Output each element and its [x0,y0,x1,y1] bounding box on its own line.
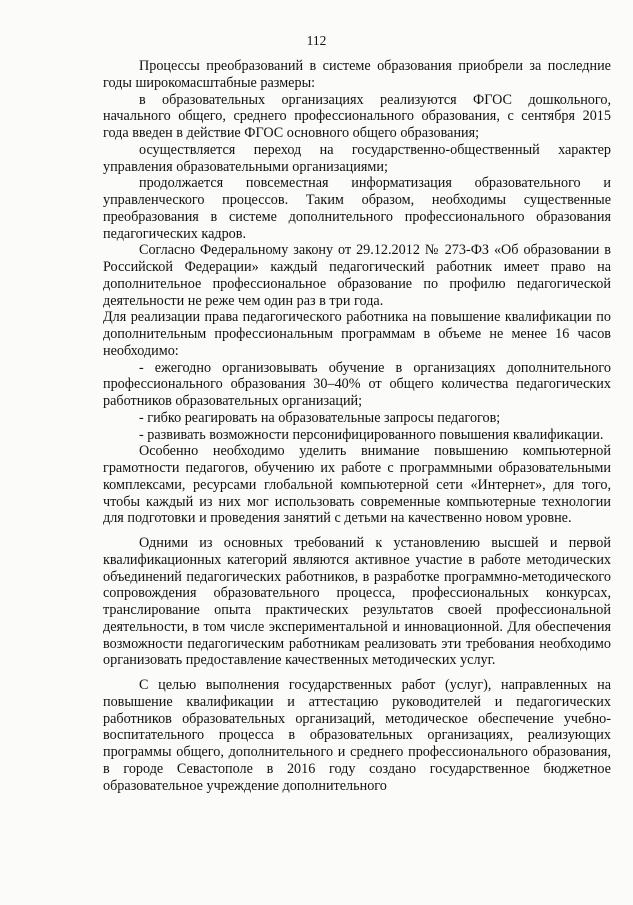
paragraph-computer-literacy: Особенно необходимо уделить внимание повышению компьютерной грамотности педагогов, обучению их работе с программными образовательными комплексами, ресурсами глобальной компьютерной сети «Интернет», для того, чтобы каждый из них мог использовать современные компьютерные технологии для подготовки и проведения занятий с детьми на качественно новом уровне. [103,443,611,527]
paragraph-qualification: Одними из основных требований к установлению высшей и первой квалификационных категорий являются активное участие в работе методических объединений педагогических работников, в разработке программно-методического сопровождения образовательного процесса, профессиональных конкурсах, транслирование опыта практических результатов своей профессиональной деятельности, в том числе экспериментальной и инновационной. Для обеспечения возможности педагогическим работникам реализовать эти требования необходимо организовать предоставление качественных методических услуг. [103,535,611,669]
page-number: 112 [306,33,327,48]
paragraph-gap [103,669,611,677]
paragraph-gap [103,527,611,535]
list-item-flexible-response: - гибко реагировать на образовательные запросы педагогов; [139,409,501,426]
paragraph-state-works: С целью выполнения государственных работ (услуг), направленных на повышение квалификации и аттестацию руководителей и педагогических работников образовательных организаций, методическое обеспечение учебно-воспитательного процесса в образовательных организациях, реализующих программы общего, дополнительного и среднего профессионального образования, в городе Севастополе в 2016 году создано государственное бюджетное образовательное учреждение дополнительного [103,677,611,794]
list-item-personalized: - развивать возможности персонифицированного повышения квалификации. [139,426,604,443]
paragraph-fgos: в образовательных организациях реализуются ФГОС дошкольного, начального общего, среднего профессионального образования, с сентября 2015 года введен в действие ФГОС основного общего образования; [103,91,611,141]
paragraph-federal-law: Согласно Федеральному закону от 29.12.2012 № 273-ФЗ «Об образовании в Российской Федерации» каждый педагогический работник имеет право на дополнительное профессиональное образование по профилю педагогической деятельности не реже чем один раз в три года. [103,242,611,309]
paragraph-intro: Процессы преобразований в системе образования приобрели за последние годы широкомасштабные размеры: [103,58,611,91]
list-item-annual-training: - ежегодно организовывать обучение в организациях дополнительного профессионального образования 30–40% от общего количества педагогических работников образовательных организаций; [103,359,611,409]
document-body [103,58,611,794]
paragraph-rights: Для реализации права педагогического работника на повышение квалификации по дополнительным профессиональным программам в объеме не менее 16 часов необходимо: [103,309,611,359]
paragraph-governance: осуществляется переход на государственно-общественный характер управления образовательными организациями; [103,141,611,175]
paragraph-informatization: продолжается повсеместная информатизация образовательного и управленческого процессов. Таким образом, необходимы существенные преобразования в системе дополнительного профессионального образования педагогических кадров. [103,175,611,242]
